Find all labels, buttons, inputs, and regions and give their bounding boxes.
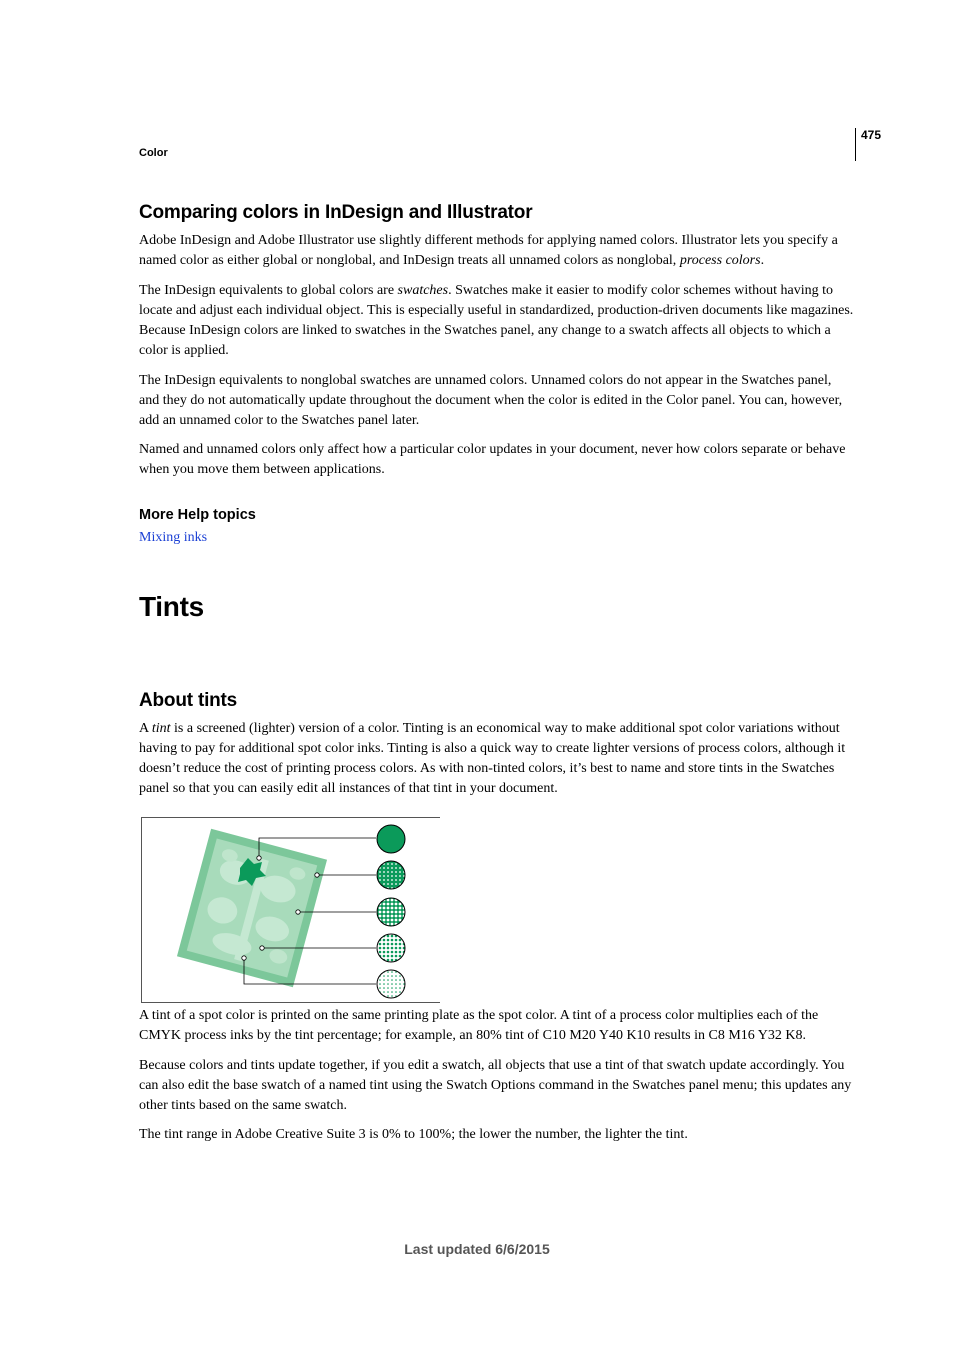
about-tints-heading: About tints <box>139 690 238 711</box>
paragraph-comparing-1: Adobe InDesign and Adobe Illustrator use slightly different methods for applying named colors. Illustrator lets you specify a named color as either global or nonglobal, and InDesign treats all unnamed colors as nonglobal, process colors. <box>139 233 838 269</box>
page-number-rule <box>855 128 856 161</box>
mixing-inks-link[interactable]: Mixing inks <box>139 530 208 545</box>
tint-illustration-svg <box>142 818 440 1003</box>
paragraph-tints-1: A tint is a screened (lighter) version of a color. Tinting is an economical way to make additional spot color variations without having to pay for additional spot color inks. Tinting is also a quick way to create lighter versions of process colors, although it doesn’t reduce the cost of printing process colors. As with non-tinted colors, it’s best to name and store tints in the Swatches panel so that you can easily edit all instances of that tint in your document. <box>139 721 846 797</box>
tint-illustration <box>141 817 440 1003</box>
swatch-60 <box>377 898 405 926</box>
swatch-20 <box>377 970 405 998</box>
paragraph-comparing-3: The InDesign equivalents to nonglobal swatches are unnamed colors. Unnamed colors do not appear in the Swatches panel, and they do not automatically update throughout the document when the color is edited in the Color panel. You can, however, add an unnamed color to the Swatches panel later. <box>139 373 843 429</box>
paragraph-tints-4: The tint range in Adobe Creative Suite 3 is 0% to 100%; the lower the number, the lighter the tint. <box>139 1127 688 1142</box>
section-heading-comparing-colors: Comparing colors in InDesign and Illustrator <box>139 202 533 223</box>
paragraph-comparing-4: Named and unnamed colors only affect how a particular color updates in your document, never how colors separate or behave when you move them between applications. <box>139 442 846 478</box>
paragraph-comparing-2: The InDesign equivalents to global colors are swatches. Swatches make it easier to modify color schemes without having to locate and adjust each individual object. This is especially useful in standardized, production-driven documents like magazines. Because InDesign colors are linked to swatches in the Swatches panel, any change to a swatch affects all objects to which a color is applied. <box>139 283 854 359</box>
tinted-artwork <box>177 829 327 988</box>
swatch-100 <box>377 825 405 853</box>
paragraph-tints-3: Because colors and tints update together, if you edit a swatch, all objects that use a tint of that swatch update accordingly. You can also edit the base swatch of a named tint using the Swatch Options command in the Swatches panel menu; this updates any other tints based on the same swatch. <box>139 1058 852 1114</box>
paragraph-tints-2: A tint of a spot color is printed on the same printing plate as the spot color. A tint of a process color multiplies each of the CMYK process inks by the tint percentage; for example, an 80% tint of C10 M20 Y40 K10 results in C8 M16 Y32 K8. <box>139 1008 819 1044</box>
last-updated-footer: Last updated 6/6/2015 <box>404 1241 550 1257</box>
page-number: 475 <box>861 128 882 142</box>
swatch-80 <box>377 861 405 889</box>
more-help-heading: More Help topics <box>139 507 256 523</box>
running-head: Color <box>139 147 168 159</box>
tints-title: Tints <box>139 591 204 622</box>
swatch-40 <box>377 934 405 962</box>
